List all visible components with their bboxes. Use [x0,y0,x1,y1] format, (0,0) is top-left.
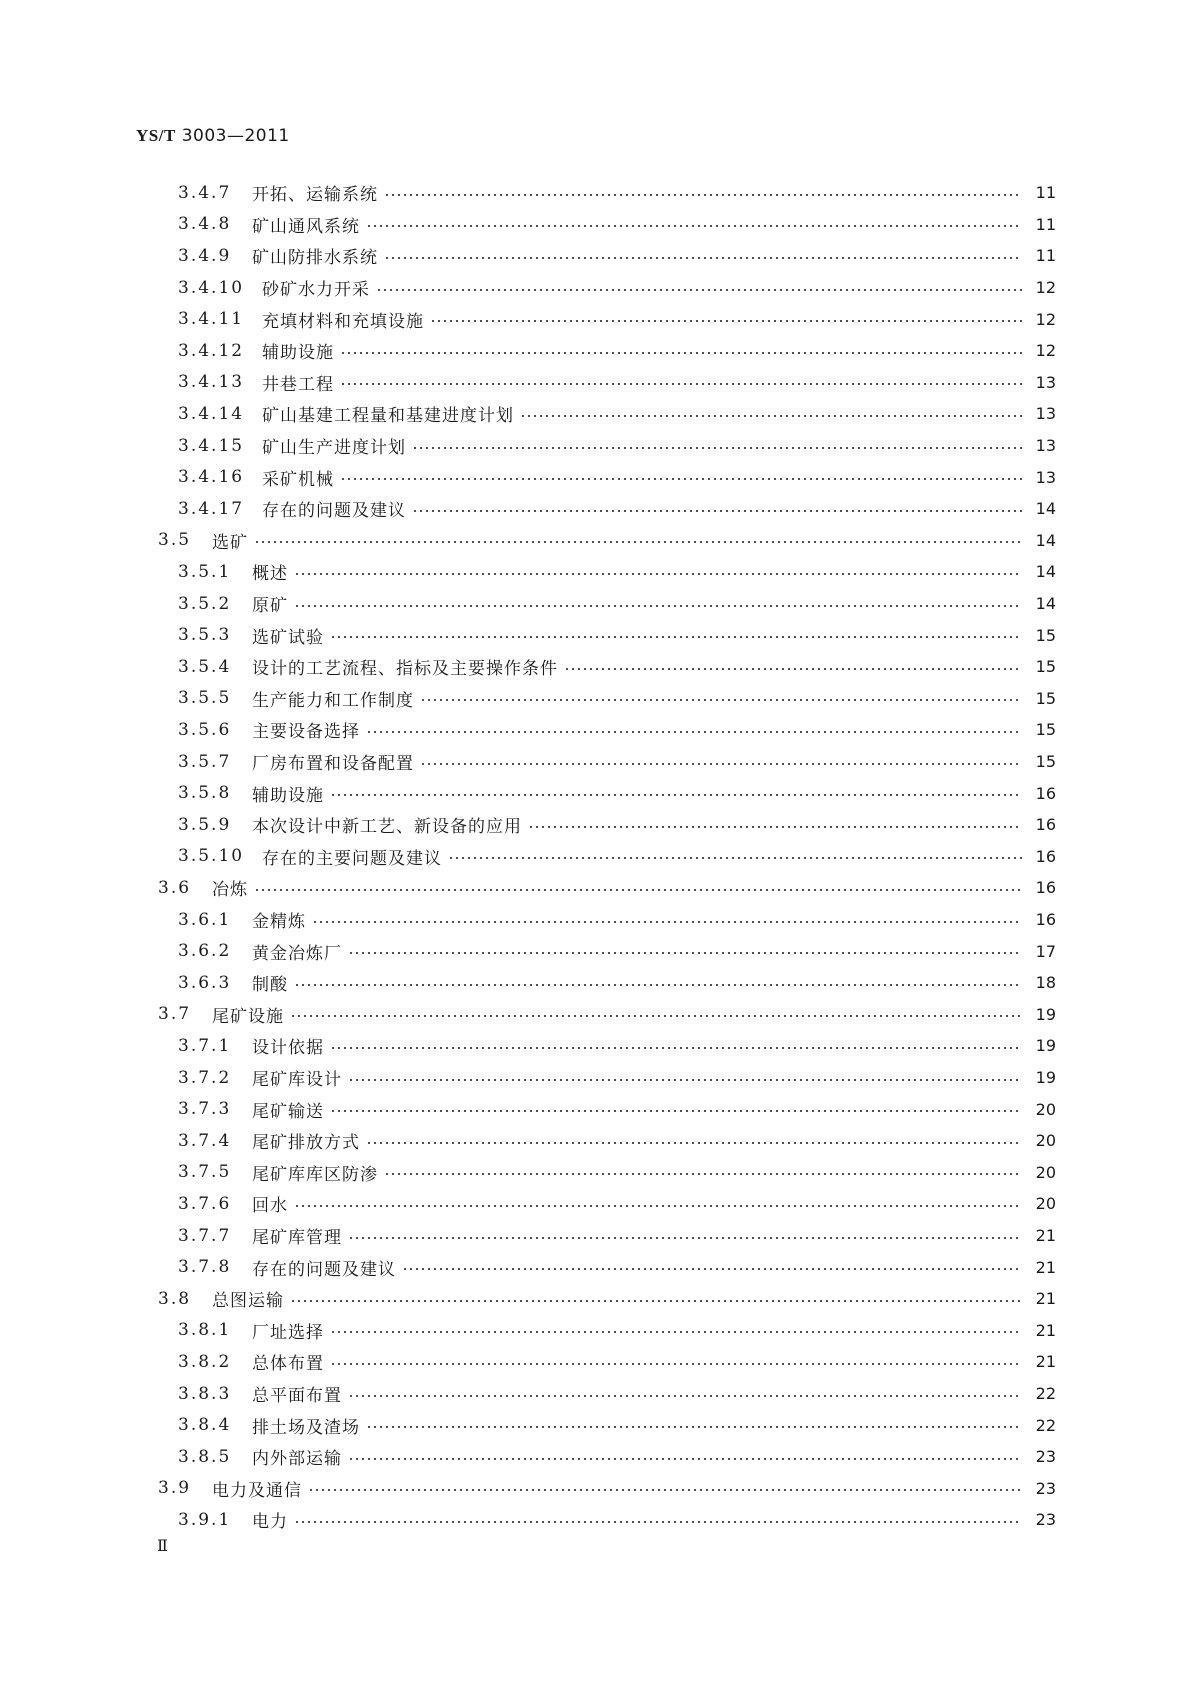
toc-entry-title: 设计的工艺流程、指标及主要操作条件 [252,659,558,680]
toc-leader-dots [308,1489,1022,1491]
toc-entry-page: 17 [1035,941,1056,961]
toc-entry[interactable] [178,1188,1056,1220]
toc-leader-dots [366,1142,1022,1144]
toc-entry-number: 3.8 [158,1288,192,1309]
toc-entry[interactable] [178,461,1056,493]
toc-leader-dots [348,1079,1022,1081]
toc-leader-dots [528,826,1022,828]
toc-entry[interactable] [158,1283,1056,1315]
toc-entry[interactable] [158,1473,1056,1505]
toc-entry-number: 3.5.6 [178,719,232,740]
toc-leader-dots [366,1426,1022,1428]
toc-entry-number: 3.5.7 [178,751,232,772]
toc-entry-title: 矿山生产进度计划 [262,438,406,459]
toc-entry-title: 尾矿排放方式 [252,1133,360,1154]
toc-entry-page: 16 [1035,910,1056,930]
toc-entry-number: 3.7.5 [178,1162,232,1183]
toc-entry-number: 3.4.11 [178,309,245,330]
toc-entry-page: 13 [1035,404,1056,424]
toc-entry-number: 3.9 [158,1478,192,1499]
toc-entry-page: 12 [1035,309,1056,329]
toc-leader-dots [420,699,1022,701]
toc-entry-title: 存在的问题及建议 [252,1259,396,1280]
toc-entry-page: 11 [1035,246,1056,266]
toc-entry[interactable] [158,872,1056,904]
toc-leader-dots [340,478,1022,480]
toc-entry-title: 电力及通信 [212,1480,302,1501]
toc-leader-dots [366,225,1022,227]
toc-leader-dots [448,857,1022,859]
toc-entry-title: 矿山防排水系统 [252,248,378,269]
toc-entry-page: 12 [1035,341,1056,361]
toc-entry-page: 19 [1035,1068,1056,1088]
toc-entry-page: 23 [1035,1478,1056,1498]
toc-entry-title: 内外部运输 [252,1449,342,1470]
toc-entry-title: 总平面布置 [252,1386,342,1407]
toc-entry-title: 开拓、运输系统 [252,185,378,206]
toc-leader-dots [376,289,1022,291]
toc-entry-title: 总图运输 [212,1291,284,1312]
toc-entry-page: 20 [1035,1099,1056,1119]
toc-entry-number: 3.5.10 [178,846,245,867]
toc-entry-page: 13 [1035,467,1056,487]
toc-entry-number: 3.5 [158,530,192,551]
toc-entry[interactable] [178,841,1056,873]
toc-entry-number: 3.7.3 [178,1099,232,1120]
toc-entry-number: 3.4.12 [178,340,245,361]
toc-entry-title: 尾矿库设计 [252,1070,342,1091]
toc-leader-dots [348,1395,1022,1397]
toc-entry-page: 18 [1035,973,1056,993]
toc-entry-page: 15 [1035,752,1056,772]
toc-entry[interactable] [178,1504,1056,1536]
toc-entry-title: 冶炼 [212,880,248,901]
toc-leader-dots [330,1363,1022,1365]
toc-entry-page: 21 [1035,1352,1056,1372]
toc-entry-number: 3.4.9 [178,245,232,266]
toc-entry-page: 19 [1035,1004,1056,1024]
toc-leader-dots [254,889,1022,891]
toc-leader-dots [384,257,1022,259]
toc-entry-title: 本次设计中新工艺、新设备的应用 [252,817,522,838]
toc-entry-page: 14 [1035,530,1056,550]
toc-entry-number: 3.8.2 [178,1351,232,1372]
toc-entry[interactable] [178,714,1056,746]
toc-entry-number: 3.5.1 [178,561,232,582]
toc-entry[interactable] [178,1220,1056,1252]
toc-entry-title: 选矿试验 [252,627,324,648]
toc-entry-number: 3.4.16 [178,467,245,488]
toc-entry-number: 3.8.3 [178,1383,232,1404]
toc-leader-dots [420,763,1022,765]
toc-entry-title: 回水 [252,1196,288,1217]
toc-entry-number: 3.5.2 [178,593,232,614]
toc-entry[interactable] [178,556,1056,588]
toc-entry-title: 辅助设施 [262,343,334,364]
toc-entry-title: 辅助设施 [252,785,324,806]
toc-leader-dots [430,320,1022,322]
toc-entry-number: 3.8.5 [178,1446,232,1467]
toc-entry-number: 3.4.7 [178,182,232,203]
toc-leader-dots [330,794,1022,796]
toc-entry-title: 存在的问题及建议 [262,501,406,522]
toc-entry[interactable] [178,1315,1056,1347]
toc-leader-dots [294,1521,1022,1523]
toc-entry[interactable] [178,935,1056,967]
toc-entry[interactable] [178,430,1056,462]
toc-entry-number: 3.7.1 [178,1035,232,1056]
toc-entry-number: 3.7.7 [178,1225,232,1246]
toc-entry-page: 22 [1035,1415,1056,1435]
toc-entry-number: 3.9.1 [178,1509,232,1530]
toc-entry-number: 3.8.4 [178,1415,232,1436]
toc-leader-dots [402,1268,1022,1270]
toc-entry-page: 16 [1035,878,1056,898]
toc-entry-page: 22 [1035,1384,1056,1404]
toc-entry-page: 14 [1035,562,1056,582]
toc-entry[interactable] [178,809,1056,841]
toc-entry-page: 20 [1035,1131,1056,1151]
toc-entry-title: 生产能力和工作制度 [252,690,414,711]
toc-entry-page: 23 [1035,1447,1056,1467]
toc-entry-title: 原矿 [252,596,288,617]
toc-entry-page: 19 [1035,1036,1056,1056]
toc-entry-title: 厂房布置和设备配置 [252,754,414,775]
toc-leader-dots [330,1110,1022,1112]
standard-code: YS/T [136,126,176,145]
toc-entry-page: 20 [1035,1162,1056,1182]
toc-entry-number: 3.4.14 [178,403,245,424]
toc-leader-dots [330,1331,1022,1333]
toc-leader-dots [290,1300,1022,1302]
toc-entry[interactable] [178,588,1056,620]
toc-leader-dots [330,636,1022,638]
toc-entry-number: 3.5.3 [178,625,232,646]
toc-entry-number: 3.4.17 [178,498,245,519]
toc-entry-number: 3.4.8 [178,214,232,235]
toc-entry-page: 13 [1035,372,1056,392]
toc-entry-page: 20 [1035,1194,1056,1214]
toc-entry-number: 3.7.6 [178,1193,232,1214]
toc-entry-title: 砂矿水力开采 [262,280,370,301]
toc-entry[interactable] [158,525,1056,557]
toc-leader-dots [294,984,1022,986]
toc-leader-dots [330,1047,1022,1049]
toc-entry-number: 3.6.3 [178,972,232,993]
toc-entry-number: 3.7 [158,1004,192,1025]
toc-entry[interactable] [178,1157,1056,1189]
toc-leader-dots [290,1015,1022,1017]
toc-entry-title: 主要设备选择 [252,722,360,743]
toc-entry[interactable] [178,398,1056,430]
toc-entry-title: 厂址选择 [252,1322,324,1343]
toc-entry-page: 13 [1035,436,1056,456]
toc-leader-dots [412,510,1022,512]
toc-leader-dots [366,731,1022,733]
toc-entry-page: 15 [1035,688,1056,708]
toc-entry[interactable] [178,904,1056,936]
toc-entry-number: 3.7.4 [178,1130,232,1151]
toc-entry-title: 存在的主要问题及建议 [262,848,442,869]
toc-leader-dots [294,573,1022,575]
toc-entry-page: 11 [1035,183,1056,203]
toc-entry[interactable] [178,651,1056,683]
toc-entry-number: 3.5.8 [178,783,232,804]
toc-entry[interactable] [178,367,1056,399]
toc-entry-title: 尾矿设施 [212,1006,284,1027]
toc-leader-dots [340,352,1022,354]
toc-entry-title: 排土场及渣场 [252,1417,360,1438]
toc-entry-page: 11 [1035,214,1056,234]
toc-entry-page: 21 [1035,1289,1056,1309]
toc-entry-page: 15 [1035,625,1056,645]
toc-entry[interactable] [178,303,1056,335]
toc-entry[interactable] [178,1378,1056,1410]
toc-entry-title: 总体布置 [252,1354,324,1375]
toc-entry-title: 金精炼 [252,912,306,933]
toc-entry-page: 23 [1035,1510,1056,1530]
standard-number: 3003—2011 [181,126,290,146]
toc-entry[interactable] [178,683,1056,715]
toc-entry-number: 3.4.15 [178,435,245,456]
toc-leader-dots [520,415,1022,417]
toc-entry[interactable] [178,777,1056,809]
toc-entry[interactable] [178,1251,1056,1283]
toc-entry-page: 14 [1035,594,1056,614]
toc-leader-dots [384,1173,1022,1175]
toc-entry-page: 16 [1035,846,1056,866]
toc-entry-title: 尾矿输送 [252,1101,324,1122]
toc-entry-page: 16 [1035,815,1056,835]
toc-entry-number: 3.6.2 [178,941,232,962]
toc-entry[interactable] [178,177,1056,209]
toc-entry-title: 尾矿库库区防渗 [252,1164,378,1185]
toc-entry[interactable] [178,1093,1056,1125]
toc-leader-dots [384,194,1022,196]
toc-entry-number: 3.5.5 [178,688,232,709]
toc-leader-dots [348,1237,1022,1239]
toc-entry-title: 采矿机械 [262,469,334,490]
toc-entry-number: 3.6.1 [178,909,232,930]
toc-entry[interactable] [178,240,1056,272]
toc-entry-title: 矿山通风系统 [252,216,360,237]
toc-entry-title: 矿山基建工程量和基建进度计划 [262,406,514,427]
toc-entry-number: 3.5.9 [178,814,232,835]
toc-leader-dots [294,605,1022,607]
toc-entry-page: 15 [1035,720,1056,740]
toc-entry[interactable] [178,493,1056,525]
toc-entry[interactable] [178,746,1056,778]
toc-entry[interactable] [178,335,1056,367]
toc-entry-title: 制酸 [252,975,288,996]
toc-leader-dots [294,1205,1022,1207]
toc-entry-number: 3.7.2 [178,1067,232,1088]
toc-leader-dots [564,668,1022,670]
toc-entry-page: 21 [1035,1320,1056,1340]
toc-entry[interactable] [178,272,1056,304]
toc-entry-title: 井巷工程 [262,374,334,395]
toc-entry-title: 尾矿库管理 [252,1228,342,1249]
toc-leader-dots [312,921,1022,923]
toc-entry[interactable] [178,1062,1056,1094]
toc-entry-title: 选矿 [212,532,248,553]
toc-entry[interactable] [178,1125,1056,1157]
toc-entry[interactable] [178,1346,1056,1378]
toc-entry-title: 设计依据 [252,1038,324,1059]
toc-entry-number: 3.6 [158,877,192,898]
toc-entry-page: 21 [1035,1226,1056,1246]
page-number: Ⅱ [157,1538,168,1555]
toc-entry-page: 12 [1035,278,1056,298]
toc-entry-page: 14 [1035,499,1056,519]
toc-entry-title: 黄金冶炼厂 [252,943,342,964]
toc-entry[interactable] [158,999,1056,1031]
toc-entry-title: 充填材料和充填设施 [262,311,424,332]
toc-entry[interactable] [178,209,1056,241]
toc-leader-dots [348,952,1022,954]
toc-entry-number: 3.8.1 [178,1320,232,1341]
toc-leader-dots [348,1458,1022,1460]
toc-entry-number: 3.4.13 [178,372,245,393]
toc-leader-dots [412,447,1022,449]
toc-entry-number: 3.4.10 [178,277,245,298]
toc-entry[interactable] [178,619,1056,651]
toc-entry-number: 3.5.4 [178,656,232,677]
toc-entry-page: 15 [1035,657,1056,677]
toc-entry-number: 3.7.8 [178,1257,232,1278]
toc-entry[interactable] [178,1441,1056,1473]
toc-entry-page: 21 [1035,1257,1056,1277]
toc-entry[interactable] [178,1030,1056,1062]
toc-entry[interactable] [178,1409,1056,1441]
toc-entry-page: 16 [1035,783,1056,803]
toc-entry[interactable] [178,967,1056,999]
toc-entry-title: 概述 [252,564,288,585]
document-header [136,126,290,146]
toc-leader-dots [254,541,1022,543]
toc-entry-title: 电力 [252,1512,288,1533]
toc-leader-dots [340,383,1022,385]
